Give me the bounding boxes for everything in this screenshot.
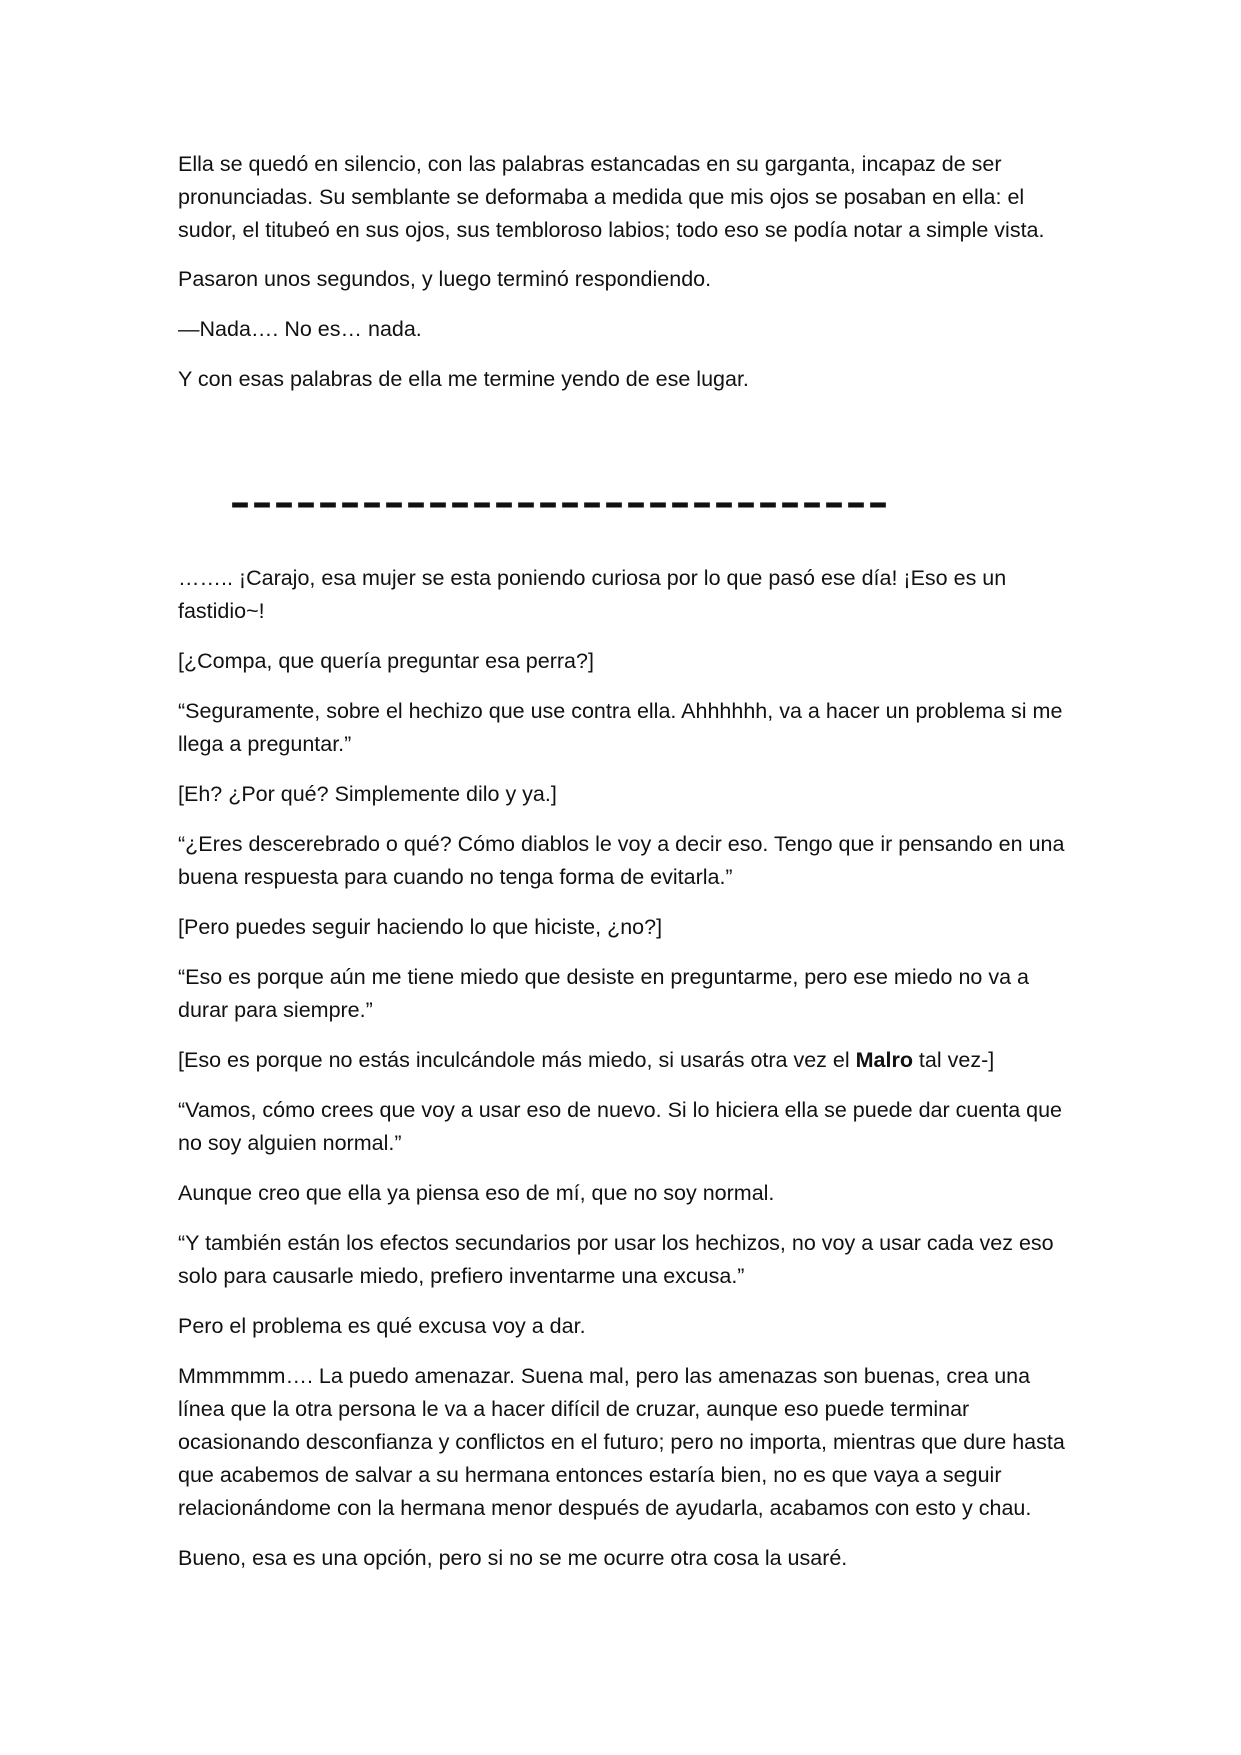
paragraph: Y con esas palabras de ella me termine yendo de ese lugar. <box>178 367 749 391</box>
bottom-section <box>178 562 1080 1575</box>
dialogue-line: [¿Compa, que quería preguntar esa perra?] <box>178 649 594 673</box>
paragraph: Pero el problema es qué excusa voy a dar. <box>178 1314 586 1338</box>
scene-separator: –––––––––––––––––––––––––––––– <box>230 480 890 526</box>
dialogue-line: [Eh? ¿Por qué? Simplemente dilo y ya.] <box>178 782 557 806</box>
dialogue-line: “¿Eres descerebrado o qué? Cómo diablos le voy a decir eso. Tengo que ir pensando en una buena respuesta para cuando no tenga forma de evitarla.” <box>178 832 1065 889</box>
spell-name: Malro <box>855 1048 913 1072</box>
paragraph: Ella se quedó en silencio, con las palabras estancadas en su garganta, incapaz de ser pronunciadas. Su semblante se deformaba a medida que mis ojos se posaban en ella: el sudor, el titubeó en sus ojos, sus tembloroso labios; todo eso se podía notar a simple vista. <box>178 152 1045 242</box>
paragraph: …….. ¡Carajo, esa mujer se esta poniendo curiosa por lo que pasó ese día! ¡Eso es un fastidio~! <box>178 566 1007 623</box>
paragraph: Pasaron unos segundos, y luego terminó respondiendo. <box>178 267 712 291</box>
paragraph: Mmmmmm…. La puedo amenazar. Suena mal, pero las amenazas son buenas, crea una línea que la otra persona le va a hacer difícil de cruzar, aunque eso puede terminar ocasionando desconfianza y conflictos en el futuro; pero no importa, mientras que dure hasta que acabemos de salvar a su hermana entonces estaría bien, no es que vaya a seguir relacionándome con la hermana menor después de ayudarla, acabamos con esto y chau. <box>178 1364 1065 1520</box>
paragraph: Aunque creo que ella ya piensa eso de mí, que no soy normal. <box>178 1181 775 1205</box>
dialogue-line: “Vamos, cómo crees que voy a usar eso de nuevo. Si lo hiciera ella se puede dar cuenta que no soy alguien normal.” <box>178 1098 1063 1155</box>
text-run: tal vez-] <box>912 1048 995 1072</box>
dialogue-line: “Eso es porque aún me tiene miedo que desiste en preguntarme, pero ese miedo no va a durar para siempre.” <box>178 965 1029 1022</box>
paragraph: Bueno, esa es una opción, pero si no se me ocurre otra cosa la usaré. <box>178 1546 848 1570</box>
dialogue-line <box>178 1044 1080 1077</box>
top-section <box>178 148 1080 396</box>
dialogue-line: “Seguramente, sobre el hechizo que use contra ella. Ahhhhhh, va a hacer un problema si me llega a preguntar.” <box>178 699 1063 756</box>
dialogue-line: [Pero puedes seguir haciendo lo que hiciste, ¿no?] <box>178 915 663 939</box>
dialogue-line: —Nada…. No es… nada. <box>178 317 422 341</box>
text-run: [Eso es porque no estás inculcándole más miedo, si usarás otra vez el <box>178 1048 856 1072</box>
dialogue-line: “Y también están los efectos secundarios por usar los hechizos, no voy a usar cada vez eso solo para causarle miedo, prefiero inventarme una excusa.” <box>178 1231 1054 1288</box>
